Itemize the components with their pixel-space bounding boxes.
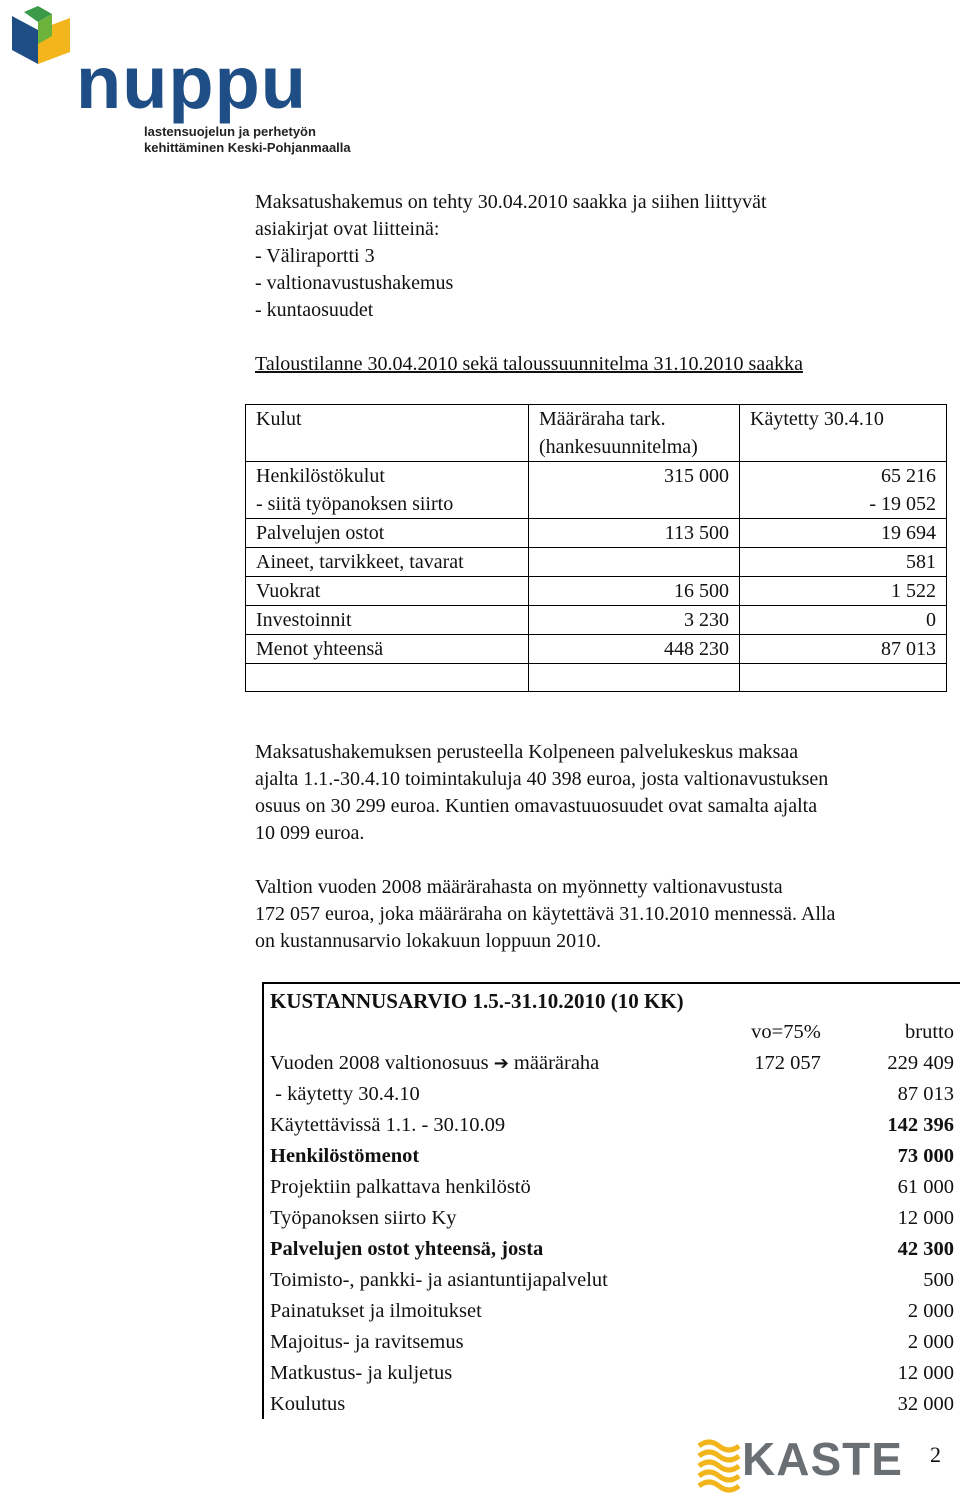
brutto-value: 229 409 (887, 1052, 954, 1074)
vo-value (686, 1265, 831, 1296)
budget-row (270, 1389, 954, 1420)
used-cell (740, 664, 947, 692)
budget-row (270, 1079, 954, 1110)
section-heading: Taloustilanne 30.04.2010 sekä taloussuunnitelma 31.10.2010 saakka (255, 353, 803, 375)
budget-row-label: Majoitus- ja ravitsemus (270, 1331, 464, 1353)
budget-label-text: määräraha (508, 1052, 600, 1074)
vo-value (686, 1358, 831, 1389)
table-row (246, 548, 947, 577)
page-number: 2 (930, 1442, 941, 1467)
vo-value: 172 057 (754, 1052, 821, 1074)
attachment-item: - valtionavustushakemus (255, 272, 454, 294)
table-row (246, 664, 947, 692)
budget-cell (529, 462, 740, 519)
table-row (246, 519, 947, 548)
budget-row (270, 1234, 954, 1265)
row-sub-label: - siitä työpanoksen siirto (256, 493, 454, 515)
budget-header-row (270, 1017, 954, 1048)
header-cell (740, 405, 947, 462)
kaste-logo-text: KASTE (742, 1433, 903, 1485)
budget-row (270, 1327, 954, 1358)
budget-row-label: Työpanoksen siirto Ky (270, 1207, 457, 1229)
budget-row-label: Palvelujen ostot yhteensä, josta (270, 1238, 544, 1260)
budget-row-label: Koulutus (270, 1393, 346, 1415)
used-sub-value: - 19 052 (869, 493, 936, 515)
table-row (246, 606, 947, 635)
vo-value (686, 1079, 831, 1110)
nuppu-wordmark: nuppu (76, 41, 308, 124)
table-row (246, 462, 947, 519)
intro-line: Maksatushakemus on tehty 30.04.2010 saakka ja siihen liittyvät (255, 191, 767, 213)
paragraph-line: on kustannusarvio lokakuun loppuun 2010. (255, 930, 602, 952)
brutto-value: 12 000 (897, 1362, 954, 1384)
brutto-value: 32 000 (897, 1393, 954, 1415)
nuppu-subtitle-line: lastensuojelun ja perhetyön (144, 124, 316, 139)
budget-table (270, 986, 954, 1420)
budget-row (270, 1172, 954, 1203)
budget-title: KUSTANNUSARVIO 1.5.-31.10.2010 (10 KK) (270, 989, 684, 1013)
budget-row (270, 1141, 954, 1172)
nuppu-subtitle-line: kehittäminen Keski-Pohjanmaalla (144, 140, 351, 155)
budget-cell: 16 500 (529, 577, 740, 606)
finance-table (245, 404, 947, 692)
vo-value (686, 1110, 831, 1141)
used-value: 65 216 (881, 465, 936, 487)
budget-cell: 448 230 (529, 635, 740, 664)
header-cell (246, 405, 529, 462)
nuppu-flower-icon (8, 6, 74, 76)
paragraph-line: osuus on 30 299 euroa. Kuntien omavastuuosuudet ovat samalta ajalta (255, 795, 818, 817)
header-label: Käytetty 30.4.10 (750, 408, 884, 430)
used-cell: 19 694 (740, 519, 947, 548)
attachment-item: - kuntaosuudet (255, 299, 374, 321)
row-label-cell: Palvelujen ostot (246, 519, 529, 548)
brutto-value: 42 300 (897, 1238, 954, 1260)
table-header-row (246, 405, 947, 462)
budget-cell (529, 548, 740, 577)
used-cell (740, 462, 947, 519)
header-label: Määräraha tark. (539, 408, 666, 430)
intro-line: asiakirjat ovat liitteinä: (255, 218, 440, 240)
vo-value (686, 1327, 831, 1358)
vo-header: vo=75% (751, 1021, 821, 1043)
budget-row (270, 1265, 954, 1296)
brutto-value: 73 000 (897, 1145, 954, 1167)
row-label-cell: Vuokrat (246, 577, 529, 606)
nuppu-subtitle (144, 124, 351, 156)
budget-row-label: Projektiin palkattava henkilöstö (270, 1176, 531, 1198)
budget-row (270, 1048, 954, 1079)
row-label: Henkilöstökulut (256, 465, 385, 487)
budget-row-label: Henkilöstömenot (270, 1145, 420, 1167)
budget-row-label: Toimisto-, pankki- ja asiantuntijapalvelut (270, 1269, 608, 1291)
brutto-value: 142 396 (887, 1114, 954, 1136)
brutto-value: 2 000 (907, 1331, 954, 1353)
header-label: (hankesuunnitelma) (539, 436, 698, 458)
budget-value: 315 000 (664, 465, 729, 487)
used-cell: 87 013 (740, 635, 947, 664)
used-cell: 0 (740, 606, 947, 635)
brutto-value: 87 013 (897, 1083, 954, 1105)
brutto-value: 61 000 (897, 1176, 954, 1198)
budget-row (270, 1296, 954, 1327)
table-row (246, 635, 947, 664)
table-row (246, 577, 947, 606)
vo-value (686, 1172, 831, 1203)
budget-title-row (270, 986, 954, 1017)
budget-row-label: Painatukset ja ilmoitukset (270, 1300, 482, 1322)
vo-value (686, 1141, 831, 1172)
nuppu-logo (8, 6, 353, 156)
row-label-cell (246, 462, 529, 519)
row-label-cell: Investoinnit (246, 606, 529, 635)
budget-cell (529, 664, 740, 692)
vo-value (686, 1203, 831, 1234)
row-label-cell: Menot yhteensä (246, 635, 529, 664)
budget-cell: 3 230 (529, 606, 740, 635)
paragraph-line: Valtion vuoden 2008 määrärahasta on myönnetty valtionavustusta (255, 876, 783, 898)
header-label: Kulut (256, 408, 302, 430)
budget-row (270, 1110, 954, 1141)
paragraph-line: Maksatushakemuksen perusteella Kolpeneen palvelukeskus maksaa (255, 741, 799, 763)
used-cell: 1 522 (740, 577, 947, 606)
budget-row-label: - käytetty 30.4.10 (270, 1083, 420, 1105)
brutto-header: brutto (905, 1021, 954, 1043)
vo-value (686, 1234, 831, 1265)
row-label-cell: Aineet, tarvikkeet, tavarat (246, 548, 529, 577)
paragraph-line: 10 099 euroa. (255, 822, 365, 844)
vo-value (686, 1389, 831, 1420)
vo-value (686, 1296, 831, 1327)
budget-cell: 113 500 (529, 519, 740, 548)
paragraph-line: ajalta 1.1.-30.4.10 toimintakuluja 40 398 euroa, josta valtionavustuksen (255, 768, 829, 790)
brutto-value: 500 (923, 1269, 954, 1291)
row-label-cell (246, 664, 529, 692)
attachment-item: - Väliraportti 3 (255, 245, 375, 267)
budget-row (270, 1203, 954, 1234)
brutto-value: 12 000 (897, 1207, 954, 1229)
header-spacer (270, 1017, 686, 1048)
arrow-right-icon: ➔ (493, 1053, 509, 1074)
paragraph-line: 172 057 euroa, joka määräraha on käytettävä 31.10.2010 mennessä. Alla (255, 903, 836, 925)
brutto-value: 2 000 (907, 1300, 954, 1322)
budget-row (270, 1358, 954, 1389)
header-cell (529, 405, 740, 462)
budget-row-label: Matkustus- ja kuljetus (270, 1362, 453, 1384)
budget-row-label (270, 1048, 686, 1079)
used-cell: 581 (740, 548, 947, 577)
budget-label-text: Vuoden 2008 valtionosuus (270, 1052, 494, 1074)
budget-row-label: Käytettävissä 1.1. - 30.10.09 (270, 1114, 506, 1136)
